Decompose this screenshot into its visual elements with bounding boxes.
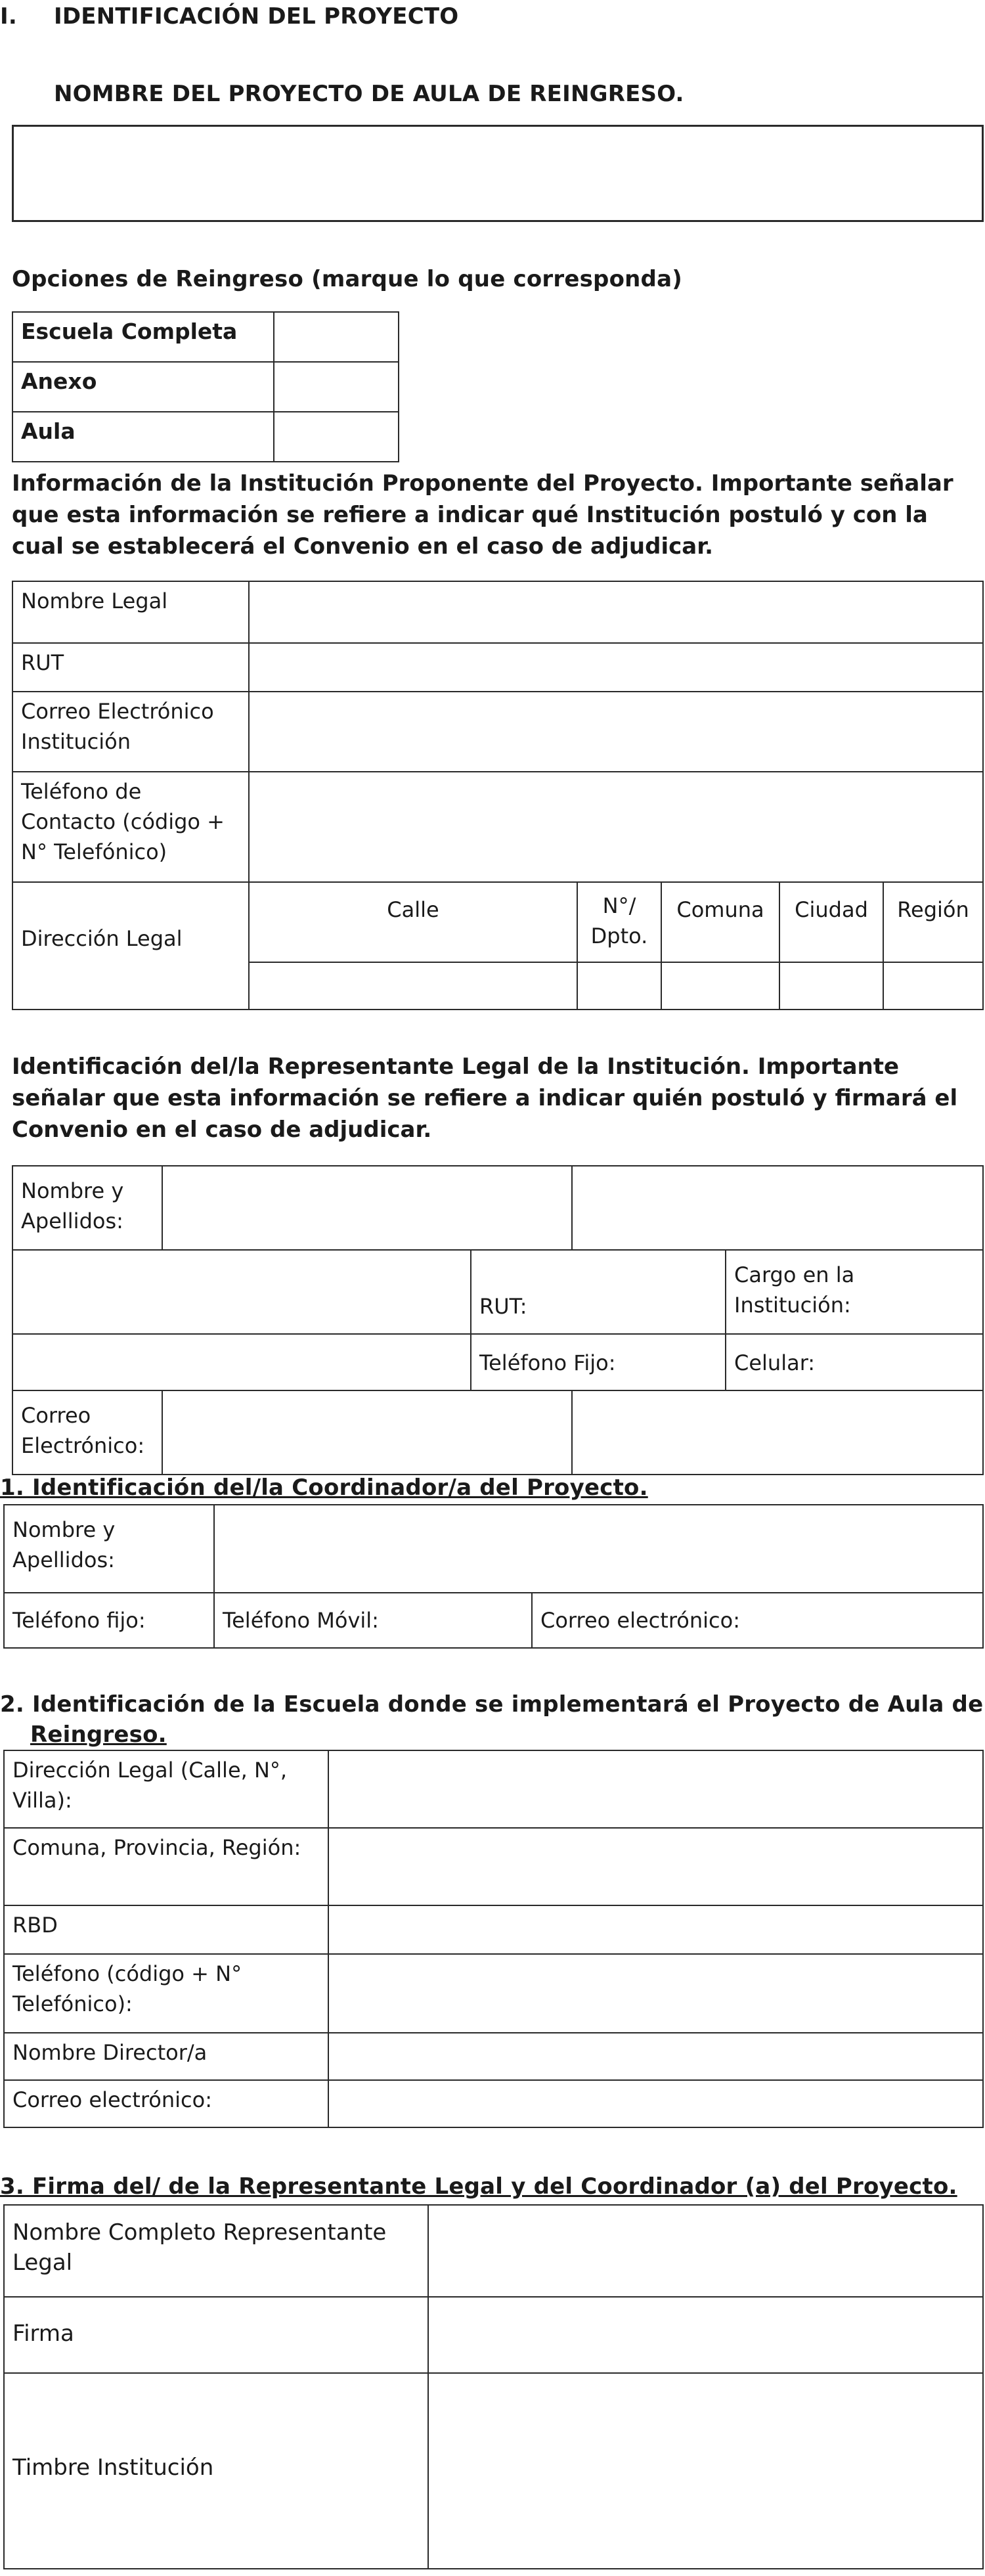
school-phone-input[interactable] [328,1953,984,2033]
options-heading: Opciones de Reingreso (marque lo que corresponda) [12,266,682,292]
inst-email-input[interactable] [248,691,984,772]
inst-rut-input[interactable] [248,642,984,692]
address-comuna-input[interactable] [661,962,780,1010]
inst-nombre-legal-input[interactable] [248,581,984,644]
school-director-input[interactable] [328,2032,984,2081]
school-email-label: Correo electrónico: [3,2079,329,2128]
rep-rut-label: RUT: [470,1249,726,1335]
sig-timbre-input[interactable] [427,2372,984,2569]
sig-name-input[interactable] [427,2204,984,2298]
address-col-calle: Calle [248,881,578,963]
inst-phone-label: Teléfono de Contacto (código + N° Telefónico) [12,771,250,883]
coord-name-label: Nombre y Apellidos: [3,1504,215,1593]
rep-mobile-label: Celular: [725,1333,984,1391]
school-rbd-label: RBD [3,1905,329,1955]
address-numero-input[interactable] [577,962,662,1010]
rep-email-extra-input[interactable] [571,1390,984,1475]
address-col-comuna: Comuna [661,881,780,963]
rep-email-input[interactable] [162,1390,573,1475]
school-comuna-input[interactable] [328,1827,984,1906]
address-col-ciudad: Ciudad [779,881,884,963]
coord-phone-label: Teléfono fijo: [3,1592,215,1649]
option-escuela-label: Escuela Completa [12,311,274,363]
school-director-label: Nombre Director/a [3,2032,329,2081]
address-col-numero: N°/ Dpto. [577,881,662,963]
coord-name-input[interactable] [213,1504,984,1593]
project-name-label: NOMBRE DEL PROYECTO DE AULA DE REINGRESO. [54,81,684,107]
school-address-label: Dirección Legal (Calle, N°, Villa): [3,1750,329,1829]
address-col-region: Región [883,881,984,963]
signature-heading: 3. Firma del/ de la Representante Legal y del Coordinador (a) del Proyecto. [0,2173,957,2200]
inst-nombre-legal-label: Nombre Legal [12,581,250,644]
option-aula-label: Aula [12,411,274,462]
school-comuna-label: Comuna, Provincia, Región: [3,1827,329,1906]
option-anexo-checkbox[interactable] [273,361,399,412]
institution-intro: Información de la Institución Proponente del Proyecto. Importante señalar que esta información se refiere a indicar qué Institución postuló y con la cual se establecerá el Convenio en el caso de adjudicar. [12,470,953,560]
school-heading-line1: 2. Identificación de la Escuela donde se implementará el Proyecto de Aula de [0,1691,984,1718]
school-email-input[interactable] [328,2079,984,2128]
rep-name-input[interactable] [162,1165,573,1251]
representative-intro: Identificación del/la Representante Legal de la Institución. Importante señalar que esta información se refiere a indicar quién postuló y firmará el Convenio en el caso de adjudicar. [12,1054,958,1143]
rep-email-label: Correo Electrónico: [12,1390,163,1475]
inst-phone-input[interactable] [248,771,984,883]
school-rbd-input[interactable] [328,1905,984,1955]
address-calle-input[interactable] [248,962,578,1010]
sig-name-label: Nombre Completo Representante Legal [3,2204,429,2298]
option-aula-checkbox[interactable] [273,411,399,462]
coordinator-heading: 1. Identificación del/la Coordinador/a del Proyecto. [0,1475,648,1501]
project-name-input[interactable] [12,125,984,222]
inst-rut-label: RUT [12,642,250,692]
rep-phone-input[interactable] [12,1333,471,1391]
sig-firma-input[interactable] [427,2296,984,2374]
section-numeral: I. [0,3,17,30]
coord-email-label: Correo electrónico: [531,1592,984,1649]
rep-rut-input[interactable] [12,1249,471,1335]
sig-timbre-label: Timbre Institución [3,2372,429,2569]
address-ciudad-input[interactable] [779,962,884,1010]
school-address-input[interactable] [328,1750,984,1829]
school-phone-label: Teléfono (código + N° Telefónico): [3,1953,329,2033]
rep-cargo-label: Cargo en la Institución: [725,1249,984,1335]
school-heading-line2: Reingreso. [30,1721,167,1748]
sig-firma-label: Firma [3,2296,429,2374]
section-title: IDENTIFICACIÓN DEL PROYECTO [54,3,459,30]
option-anexo-label: Anexo [12,361,274,412]
rep-name-label: Nombre y Apellidos: [12,1165,163,1251]
inst-email-label: Correo Electrónico Institución [12,691,250,772]
address-region-input[interactable] [883,962,984,1010]
rep-phone-label: Teléfono Fijo: [470,1333,726,1391]
rep-surname-input[interactable] [571,1165,984,1251]
inst-address-label: Dirección Legal [12,881,250,1010]
coord-mobile-label: Teléfono Móvil: [213,1592,533,1649]
option-escuela-checkbox[interactable] [273,311,399,363]
